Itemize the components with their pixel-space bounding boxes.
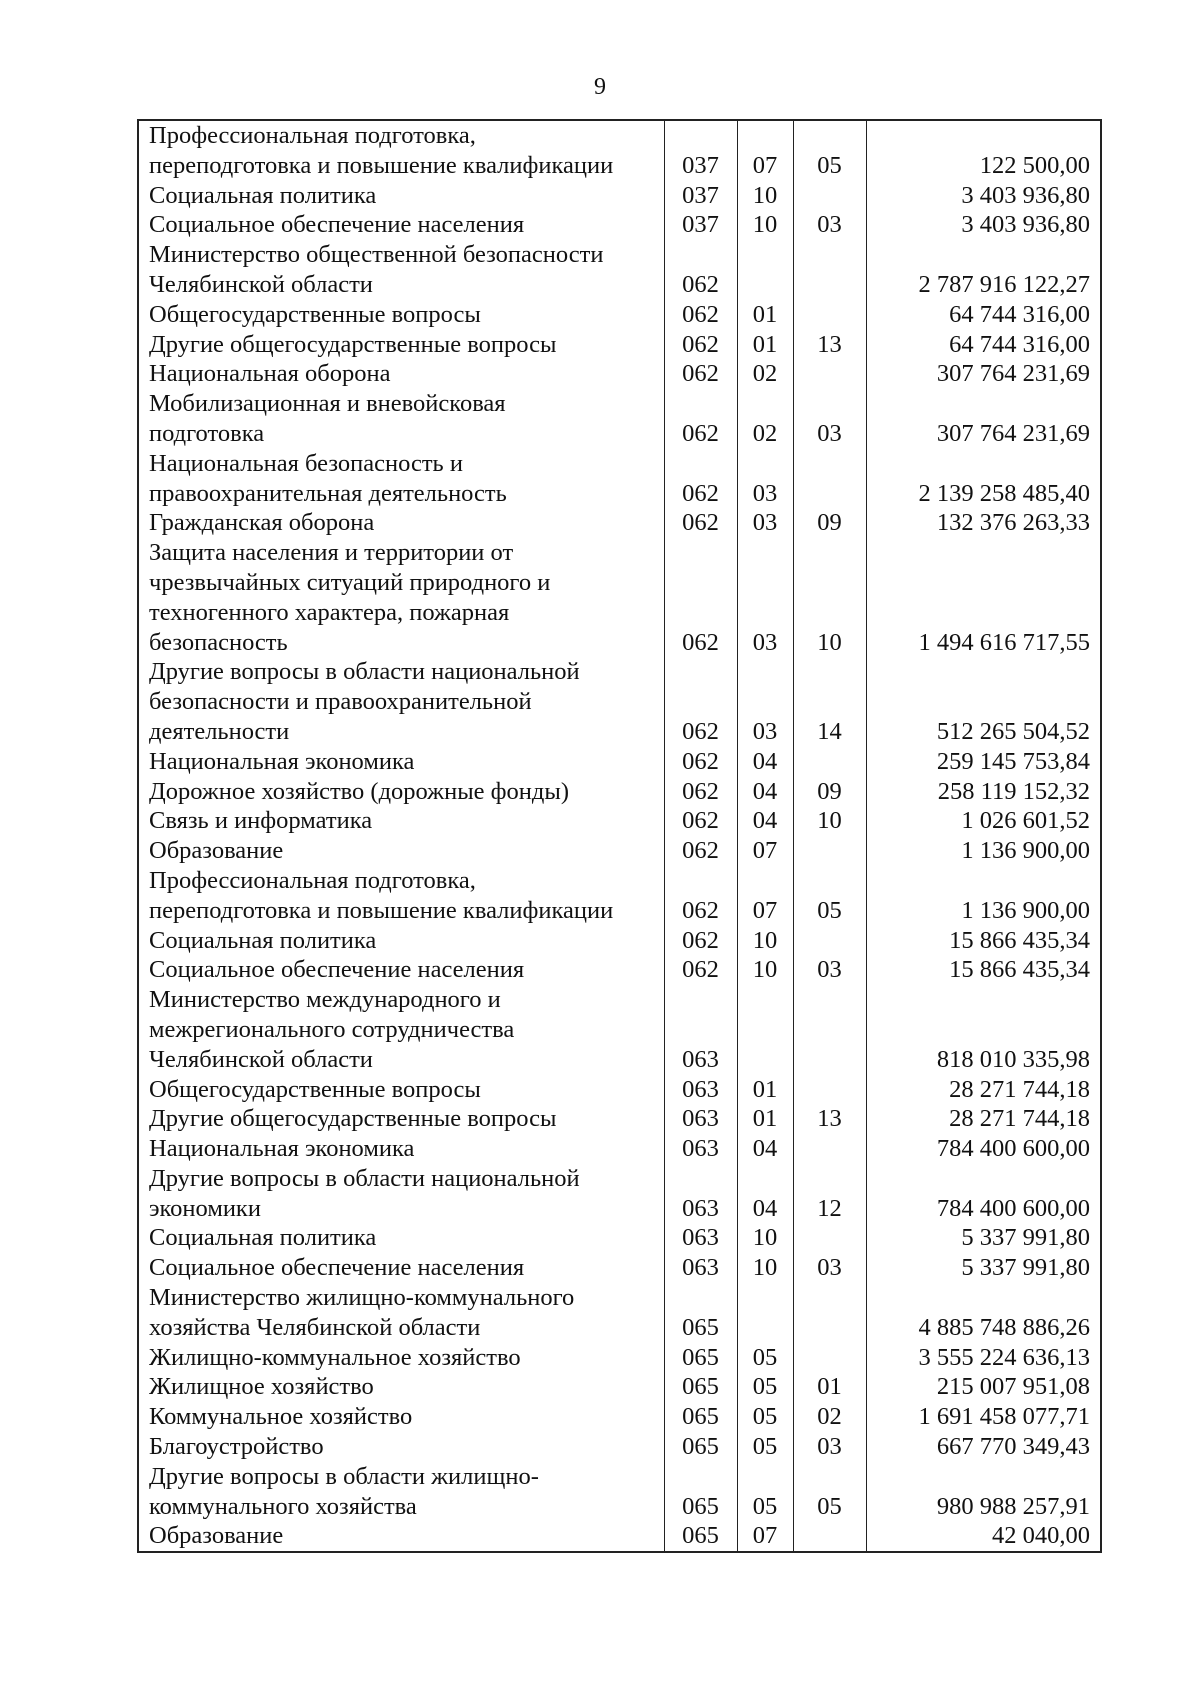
row-admin-code-cell: 062 xyxy=(664,300,737,330)
row-name-cell: Общегосударственные вопросы xyxy=(138,300,664,330)
row-amount-cell: 15 866 435,34 xyxy=(866,955,1101,985)
table-row xyxy=(138,926,1101,956)
row-amount-cell: 980 988 257,91 xyxy=(866,1462,1101,1522)
row-amount-cell: 1 026 601,52 xyxy=(866,806,1101,836)
row-section-cell: 10 xyxy=(737,1253,793,1283)
row-section-cell: 07 xyxy=(737,836,793,866)
row-subsection-cell: 14 xyxy=(793,657,866,746)
row-name-cell: Связь и информатика xyxy=(138,806,664,836)
row-name-cell: Профессиональная подготовка, переподготовка и повышение квалификации xyxy=(138,120,664,181)
row-amount-cell: 1 136 900,00 xyxy=(866,866,1101,926)
row-subsection-cell xyxy=(793,449,866,509)
row-admin-code-cell: 062 xyxy=(664,508,737,538)
row-amount-cell: 5 337 991,80 xyxy=(866,1223,1101,1253)
table-row xyxy=(138,389,1101,449)
row-admin-code-cell: 062 xyxy=(664,777,737,807)
row-amount-cell: 784 400 600,00 xyxy=(866,1134,1101,1164)
row-name-cell: Социальная политика xyxy=(138,1223,664,1253)
row-subsection-cell: 05 xyxy=(793,866,866,926)
row-section-cell: 10 xyxy=(737,181,793,211)
row-subsection-cell xyxy=(793,240,866,300)
row-subsection-cell xyxy=(793,747,866,777)
row-amount-cell: 64 744 316,00 xyxy=(866,330,1101,360)
row-subsection-cell: 10 xyxy=(793,538,866,657)
row-name-cell: Социальное обеспечение населения xyxy=(138,1253,664,1283)
row-amount-cell: 784 400 600,00 xyxy=(866,1164,1101,1224)
row-amount-cell: 28 271 744,18 xyxy=(866,1075,1101,1105)
row-admin-code-cell: 062 xyxy=(664,806,737,836)
row-amount-cell: 42 040,00 xyxy=(866,1521,1101,1552)
row-section-cell: 07 xyxy=(737,1521,793,1552)
row-subsection-cell: 02 xyxy=(793,1402,866,1432)
row-section-cell xyxy=(737,1283,793,1343)
row-subsection-cell xyxy=(793,1075,866,1105)
row-subsection-cell: 03 xyxy=(793,1253,866,1283)
row-admin-code-cell: 062 xyxy=(664,359,737,389)
row-subsection-cell xyxy=(793,985,866,1074)
row-admin-code-cell: 063 xyxy=(664,1075,737,1105)
row-name-cell: Общегосударственные вопросы xyxy=(138,1075,664,1105)
row-section-cell: 05 xyxy=(737,1402,793,1432)
row-admin-code-cell: 062 xyxy=(664,389,737,449)
row-admin-code-cell: 062 xyxy=(664,747,737,777)
row-name-cell: Министерство международного и межрегионального сотрудничества Челябинской области xyxy=(138,985,664,1074)
row-subsection-cell: 12 xyxy=(793,1164,866,1224)
table-row xyxy=(138,777,1101,807)
table-row xyxy=(138,449,1101,509)
row-section-cell: 04 xyxy=(737,1134,793,1164)
row-amount-cell: 307 764 231,69 xyxy=(866,359,1101,389)
table-row xyxy=(138,657,1101,746)
row-name-cell: Образование xyxy=(138,836,664,866)
row-admin-code-cell: 062 xyxy=(664,955,737,985)
table-row xyxy=(138,747,1101,777)
row-name-cell: Социальная политика xyxy=(138,926,664,956)
row-amount-cell: 3 403 936,80 xyxy=(866,210,1101,240)
row-admin-code-cell: 037 xyxy=(664,120,737,181)
row-section-cell: 03 xyxy=(737,657,793,746)
row-admin-code-cell: 065 xyxy=(664,1283,737,1343)
table-row xyxy=(138,1075,1101,1105)
row-amount-cell: 512 265 504,52 xyxy=(866,657,1101,746)
row-name-cell: Министерство жилищно-коммунального хозяйства Челябинской области xyxy=(138,1283,664,1343)
row-section-cell xyxy=(737,985,793,1074)
row-section-cell: 05 xyxy=(737,1462,793,1522)
table-row xyxy=(138,955,1101,985)
row-subsection-cell xyxy=(793,1343,866,1373)
row-subsection-cell xyxy=(793,181,866,211)
table-row xyxy=(138,1134,1101,1164)
table-row xyxy=(138,1343,1101,1373)
table-row xyxy=(138,985,1101,1074)
table-row xyxy=(138,1521,1101,1552)
row-section-cell: 04 xyxy=(737,806,793,836)
row-subsection-cell: 09 xyxy=(793,777,866,807)
row-amount-cell: 818 010 335,98 xyxy=(866,985,1101,1074)
row-admin-code-cell: 062 xyxy=(664,866,737,926)
page-number: 9 xyxy=(594,74,606,100)
row-amount-cell: 122 500,00 xyxy=(866,120,1101,181)
table-row xyxy=(138,181,1101,211)
row-subsection-cell xyxy=(793,926,866,956)
table-row xyxy=(138,1462,1101,1522)
row-name-cell: Дорожное хозяйство (дорожные фонды) xyxy=(138,777,664,807)
row-name-cell: Образование xyxy=(138,1521,664,1552)
table-row xyxy=(138,508,1101,538)
row-section-cell: 10 xyxy=(737,926,793,956)
row-amount-cell: 3 403 936,80 xyxy=(866,181,1101,211)
row-section-cell: 04 xyxy=(737,1164,793,1224)
row-section-cell: 04 xyxy=(737,777,793,807)
table-row xyxy=(138,1253,1101,1283)
row-section-cell: 05 xyxy=(737,1372,793,1402)
row-name-cell: Жилищно-коммунальное хозяйство xyxy=(138,1343,664,1373)
row-admin-code-cell: 063 xyxy=(664,1223,737,1253)
table-row xyxy=(138,1372,1101,1402)
row-amount-cell: 1 691 458 077,71 xyxy=(866,1402,1101,1432)
row-name-cell: Коммунальное хозяйство xyxy=(138,1402,664,1432)
row-admin-code-cell: 037 xyxy=(664,210,737,240)
row-subsection-cell xyxy=(793,1521,866,1552)
row-amount-cell: 4 885 748 886,26 xyxy=(866,1283,1101,1343)
row-section-cell: 02 xyxy=(737,359,793,389)
table-row xyxy=(138,1402,1101,1432)
row-admin-code-cell: 062 xyxy=(664,330,737,360)
table-row xyxy=(138,1283,1101,1343)
row-name-cell: Профессиональная подготовка, переподготовка и повышение квалификации xyxy=(138,866,664,926)
row-admin-code-cell: 065 xyxy=(664,1521,737,1552)
table-row xyxy=(138,1164,1101,1224)
row-admin-code-cell: 065 xyxy=(664,1402,737,1432)
row-section-cell: 10 xyxy=(737,210,793,240)
row-admin-code-cell: 062 xyxy=(664,926,737,956)
row-name-cell: Национальная экономика xyxy=(138,1134,664,1164)
table-row xyxy=(138,836,1101,866)
row-subsection-cell xyxy=(793,1134,866,1164)
row-admin-code-cell: 063 xyxy=(664,1134,737,1164)
row-subsection-cell xyxy=(793,359,866,389)
row-amount-cell: 28 271 744,18 xyxy=(866,1104,1101,1134)
table-body xyxy=(138,120,1101,1552)
row-name-cell: Другие общегосударственные вопросы xyxy=(138,1104,664,1134)
row-name-cell: Социальная политика xyxy=(138,181,664,211)
row-section-cell: 01 xyxy=(737,300,793,330)
row-amount-cell: 64 744 316,00 xyxy=(866,300,1101,330)
row-section-cell: 03 xyxy=(737,449,793,509)
row-name-cell: Другие вопросы в области национальной экономики xyxy=(138,1164,664,1224)
row-admin-code-cell: 062 xyxy=(664,836,737,866)
row-section-cell: 05 xyxy=(737,1432,793,1462)
row-name-cell: Другие вопросы в области национальной безопасности и правоохранительной деятельности xyxy=(138,657,664,746)
table-row xyxy=(138,1432,1101,1462)
row-admin-code-cell: 037 xyxy=(664,181,737,211)
row-amount-cell: 259 145 753,84 xyxy=(866,747,1101,777)
row-amount-cell: 307 764 231,69 xyxy=(866,389,1101,449)
row-name-cell: Жилищное хозяйство xyxy=(138,1372,664,1402)
row-name-cell: Социальное обеспечение населения xyxy=(138,210,664,240)
row-amount-cell: 1 136 900,00 xyxy=(866,836,1101,866)
row-subsection-cell: 09 xyxy=(793,508,866,538)
row-section-cell: 10 xyxy=(737,1223,793,1253)
row-amount-cell: 2 139 258 485,40 xyxy=(866,449,1101,509)
table-row xyxy=(138,359,1101,389)
row-subsection-cell: 03 xyxy=(793,389,866,449)
table-row xyxy=(138,1223,1101,1253)
row-name-cell: Национальная экономика xyxy=(138,747,664,777)
row-section-cell: 07 xyxy=(737,120,793,181)
row-admin-code-cell: 065 xyxy=(664,1432,737,1462)
row-admin-code-cell: 062 xyxy=(664,240,737,300)
row-amount-cell: 1 494 616 717,55 xyxy=(866,538,1101,657)
row-section-cell: 01 xyxy=(737,1104,793,1134)
row-section-cell: 10 xyxy=(737,955,793,985)
row-subsection-cell: 05 xyxy=(793,120,866,181)
row-admin-code-cell: 065 xyxy=(664,1462,737,1522)
table-row xyxy=(138,806,1101,836)
row-name-cell: Другие общегосударственные вопросы xyxy=(138,330,664,360)
row-name-cell: Гражданская оборона xyxy=(138,508,664,538)
row-section-cell: 04 xyxy=(737,747,793,777)
row-section-cell: 02 xyxy=(737,389,793,449)
row-admin-code-cell: 065 xyxy=(664,1372,737,1402)
row-amount-cell: 215 007 951,08 xyxy=(866,1372,1101,1402)
row-admin-code-cell: 062 xyxy=(664,449,737,509)
row-name-cell: Национальная безопасность и правоохранительная деятельность xyxy=(138,449,664,509)
budget-table xyxy=(137,119,1102,1553)
table-row xyxy=(138,1104,1101,1134)
table-row xyxy=(138,210,1101,240)
row-subsection-cell: 03 xyxy=(793,955,866,985)
row-amount-cell: 15 866 435,34 xyxy=(866,926,1101,956)
row-subsection-cell: 13 xyxy=(793,1104,866,1134)
row-name-cell: Министерство общественной безопасности Челябинской области xyxy=(138,240,664,300)
row-name-cell: Национальная оборона xyxy=(138,359,664,389)
row-admin-code-cell: 063 xyxy=(664,985,737,1074)
table-row xyxy=(138,330,1101,360)
row-subsection-cell: 01 xyxy=(793,1372,866,1402)
row-amount-cell: 2 787 916 122,27 xyxy=(866,240,1101,300)
row-amount-cell: 667 770 349,43 xyxy=(866,1432,1101,1462)
row-name-cell: Другие вопросы в области жилищно- коммунального хозяйства xyxy=(138,1462,664,1522)
row-subsection-cell xyxy=(793,300,866,330)
row-section-cell: 05 xyxy=(737,1343,793,1373)
row-name-cell: Социальное обеспечение населения xyxy=(138,955,664,985)
table-row xyxy=(138,120,1101,181)
row-admin-code-cell: 065 xyxy=(664,1343,737,1373)
row-amount-cell: 258 119 152,32 xyxy=(866,777,1101,807)
row-section-cell xyxy=(737,240,793,300)
row-amount-cell: 5 337 991,80 xyxy=(866,1253,1101,1283)
row-admin-code-cell: 063 xyxy=(664,1253,737,1283)
row-subsection-cell: 10 xyxy=(793,806,866,836)
row-section-cell: 01 xyxy=(737,1075,793,1105)
row-subsection-cell: 03 xyxy=(793,1432,866,1462)
row-admin-code-cell: 063 xyxy=(664,1104,737,1134)
row-amount-cell: 132 376 263,33 xyxy=(866,508,1101,538)
row-name-cell: Благоустройство xyxy=(138,1432,664,1462)
row-admin-code-cell: 062 xyxy=(664,657,737,746)
row-subsection-cell xyxy=(793,836,866,866)
row-name-cell: Защита населения и территории от чрезвычайных ситуаций природного и техногенного характера, пожарная безопасность xyxy=(138,538,664,657)
row-section-cell: 07 xyxy=(737,866,793,926)
row-subsection-cell: 05 xyxy=(793,1462,866,1522)
row-section-cell: 03 xyxy=(737,538,793,657)
row-section-cell: 03 xyxy=(737,508,793,538)
row-admin-code-cell: 062 xyxy=(664,538,737,657)
table-row xyxy=(138,240,1101,300)
row-subsection-cell: 13 xyxy=(793,330,866,360)
row-amount-cell: 3 555 224 636,13 xyxy=(866,1343,1101,1373)
row-section-cell: 01 xyxy=(737,330,793,360)
table-row xyxy=(138,300,1101,330)
table-row xyxy=(138,866,1101,926)
row-subsection-cell xyxy=(793,1223,866,1253)
row-name-cell: Мобилизационная и вневойсковая подготовка xyxy=(138,389,664,449)
row-subsection-cell: 03 xyxy=(793,210,866,240)
row-subsection-cell xyxy=(793,1283,866,1343)
row-admin-code-cell: 063 xyxy=(664,1164,737,1224)
table-row xyxy=(138,538,1101,657)
